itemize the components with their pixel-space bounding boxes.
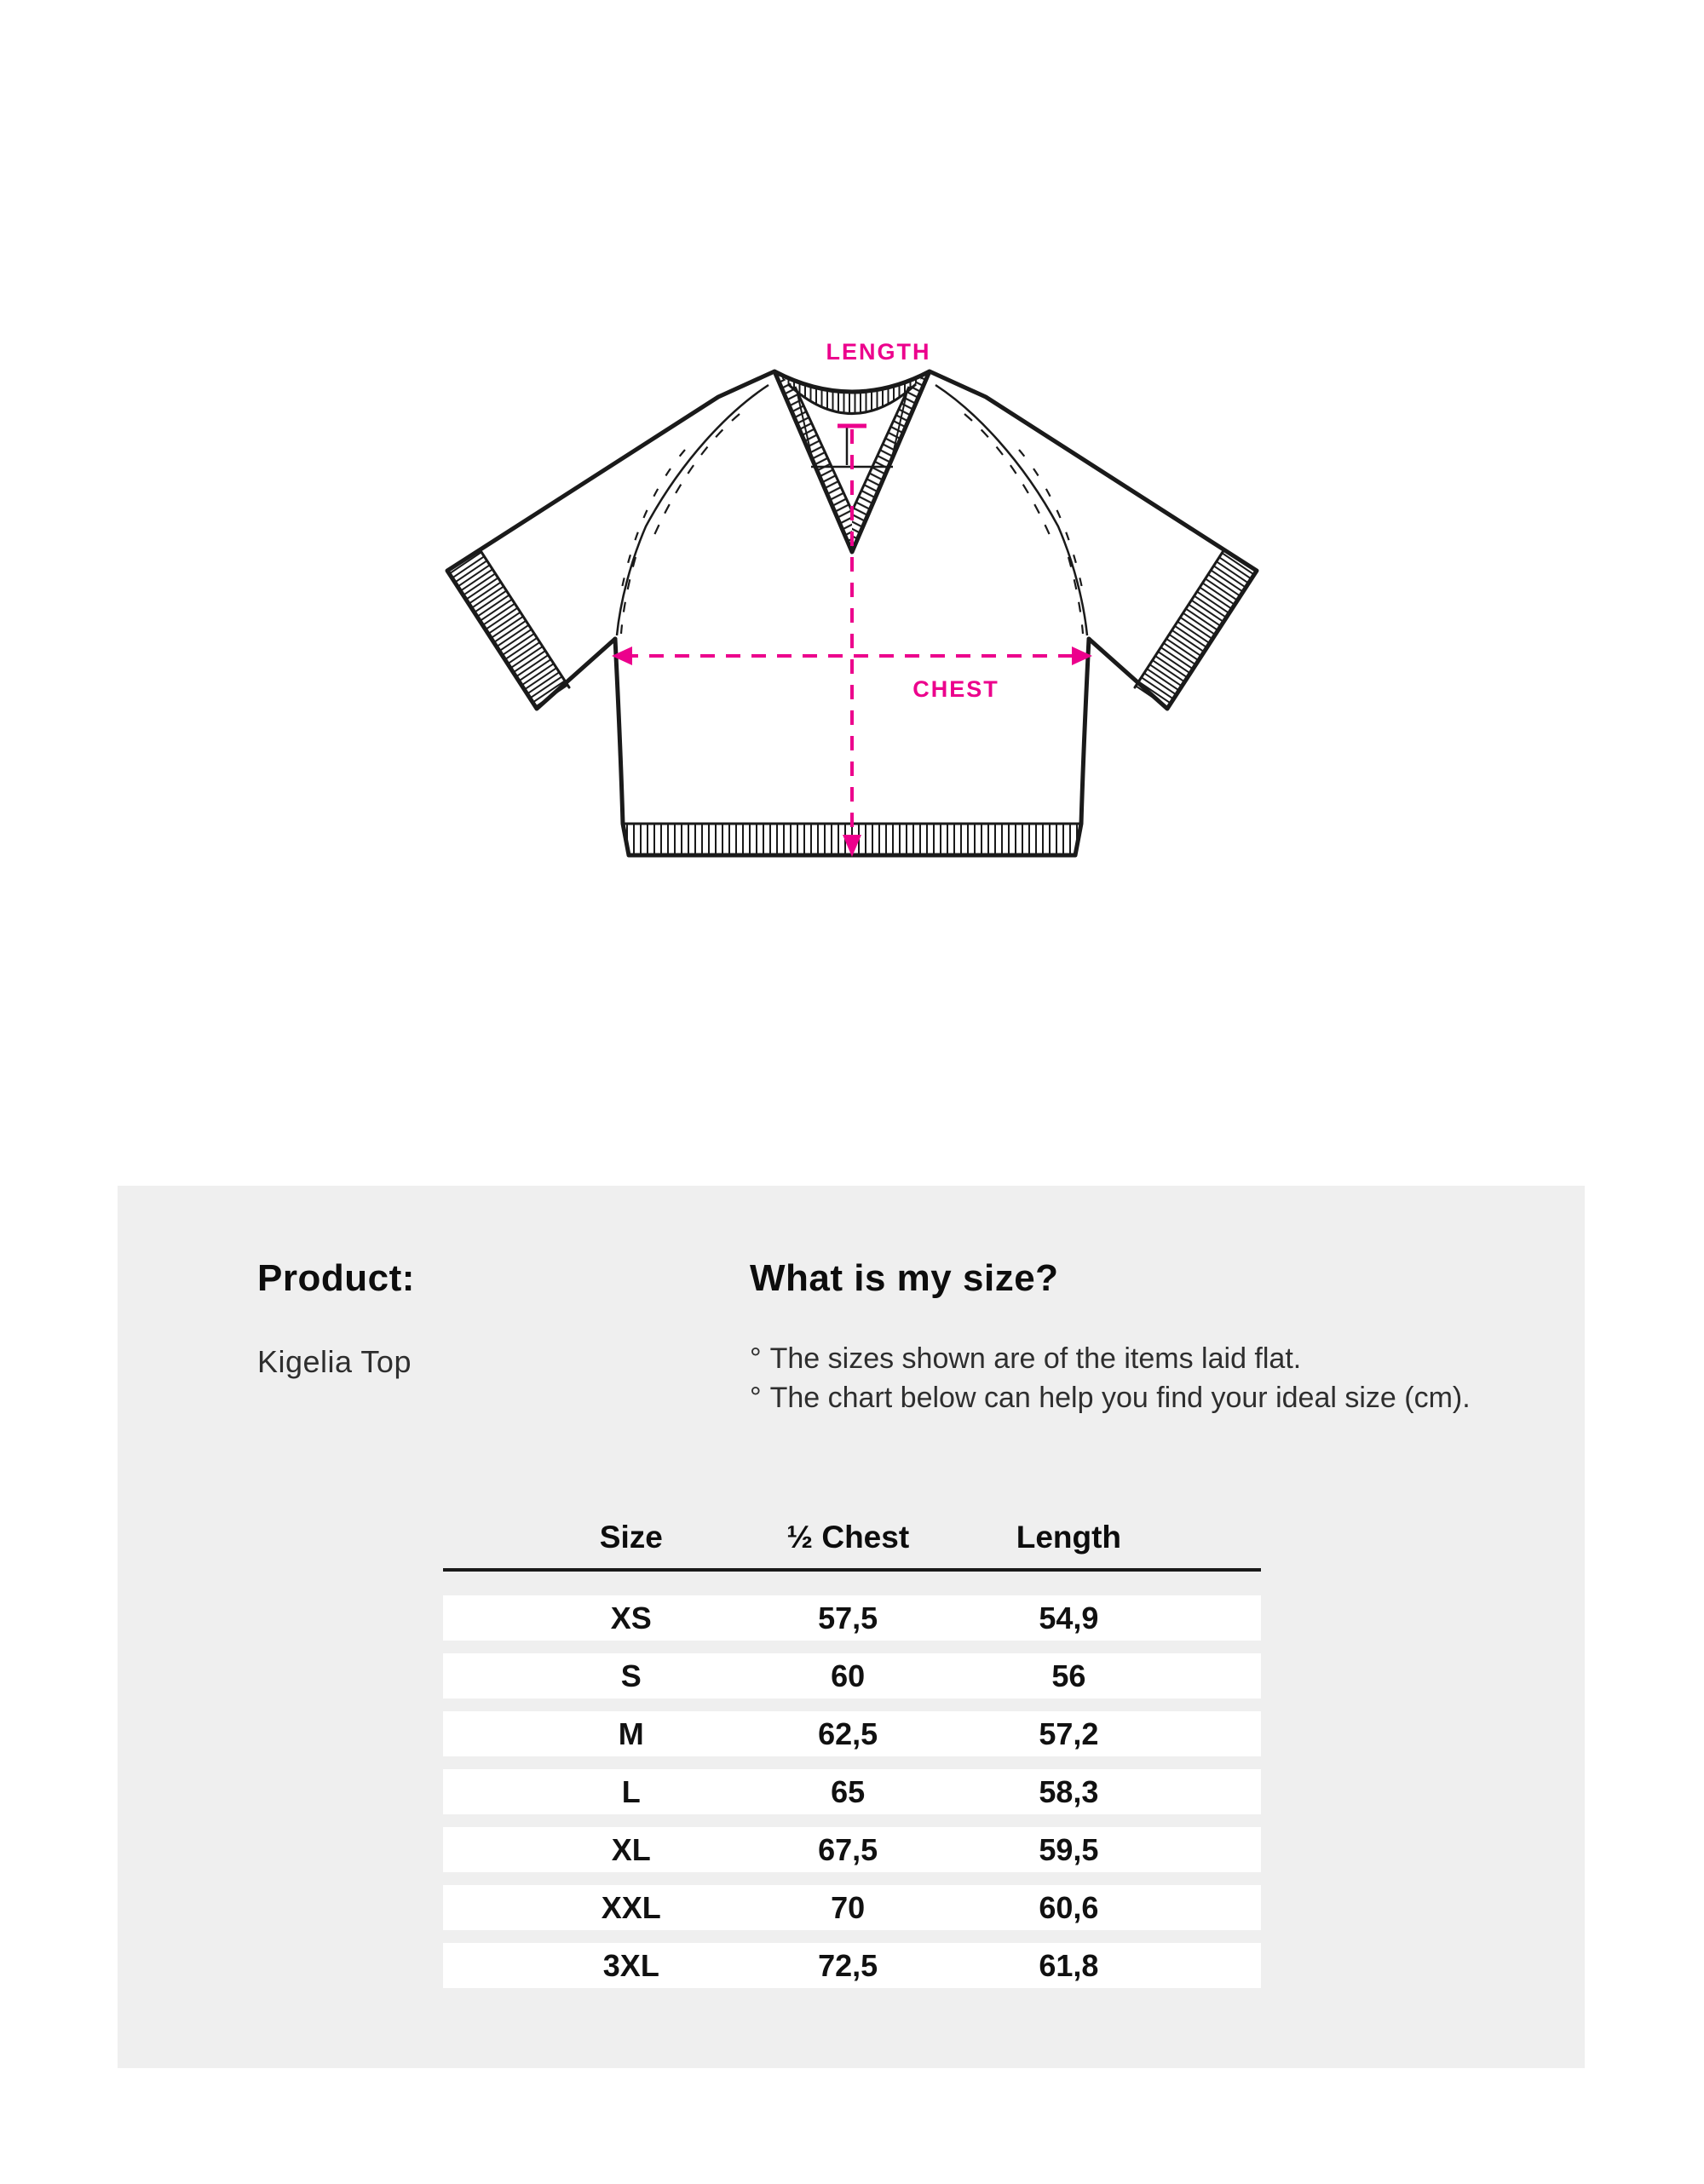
- cell-length: 59,5: [1039, 1831, 1099, 1867]
- product-section: [257, 1257, 666, 1380]
- degree-bullet: °: [750, 1382, 762, 1414]
- cell-size: XXL: [601, 1889, 661, 1925]
- cell-chest: 72,5: [818, 1947, 878, 1983]
- size-note-2-text: The chart below can help you find your ideal size (cm).: [769, 1382, 1471, 1414]
- cell-size: M: [618, 1716, 644, 1751]
- degree-bullet: °: [750, 1342, 762, 1375]
- garment-diagram: [426, 315, 1278, 877]
- size-note-1: [750, 1339, 1602, 1378]
- cell-length: 60,6: [1039, 1889, 1099, 1925]
- table-row: [443, 1653, 1261, 1698]
- size-info-heading: What is my size?: [750, 1257, 1059, 1299]
- table-row: [443, 1827, 1261, 1872]
- cell-chest: 67,5: [818, 1831, 878, 1867]
- cell-chest: 65: [831, 1773, 866, 1809]
- cell-size: XS: [610, 1600, 652, 1635]
- cell-chest: 60: [831, 1658, 866, 1693]
- size-info-section: [750, 1257, 1602, 1417]
- cell-size: L: [621, 1773, 641, 1809]
- cell-size: XL: [611, 1831, 651, 1867]
- table-row: [443, 1769, 1261, 1814]
- cell-size: S: [620, 1658, 642, 1693]
- cell-chest: 70: [831, 1889, 866, 1925]
- table-row: [443, 1885, 1261, 1930]
- cell-chest: 57,5: [818, 1600, 878, 1635]
- table-row: [443, 1711, 1261, 1756]
- cell-length: 61,8: [1039, 1947, 1099, 1983]
- size-table-rows: [443, 1595, 1261, 1988]
- size-note-2: [750, 1378, 1602, 1417]
- table-row: [443, 1943, 1261, 1988]
- size-note-1-text: The sizes shown are of the items laid flat.: [769, 1342, 1302, 1375]
- product-heading: Product:: [257, 1257, 415, 1299]
- cell-length: 57,2: [1039, 1716, 1099, 1751]
- product-name: Kigelia Top: [257, 1344, 412, 1379]
- header-size: Size: [599, 1520, 663, 1555]
- cell-size: 3XL: [602, 1947, 659, 1983]
- header-divider: [443, 1568, 1261, 1572]
- cell-length: 56: [1051, 1658, 1086, 1693]
- chest-label: CHEST: [912, 676, 999, 702]
- header-length: Length: [1016, 1520, 1122, 1555]
- cell-chest: 62,5: [818, 1716, 878, 1751]
- size-table-header: [443, 1512, 1261, 1563]
- garment-sketch: [426, 315, 1278, 877]
- table-row: [443, 1595, 1261, 1641]
- size-guide-panel: [118, 1186, 1585, 2068]
- length-label: LENGTH: [826, 339, 931, 365]
- cell-length: 58,3: [1039, 1773, 1099, 1809]
- size-table: [443, 1512, 1261, 2001]
- size-notes: [750, 1339, 1602, 1417]
- header-chest: ½ Chest: [786, 1520, 910, 1555]
- cell-length: 54,9: [1039, 1600, 1099, 1635]
